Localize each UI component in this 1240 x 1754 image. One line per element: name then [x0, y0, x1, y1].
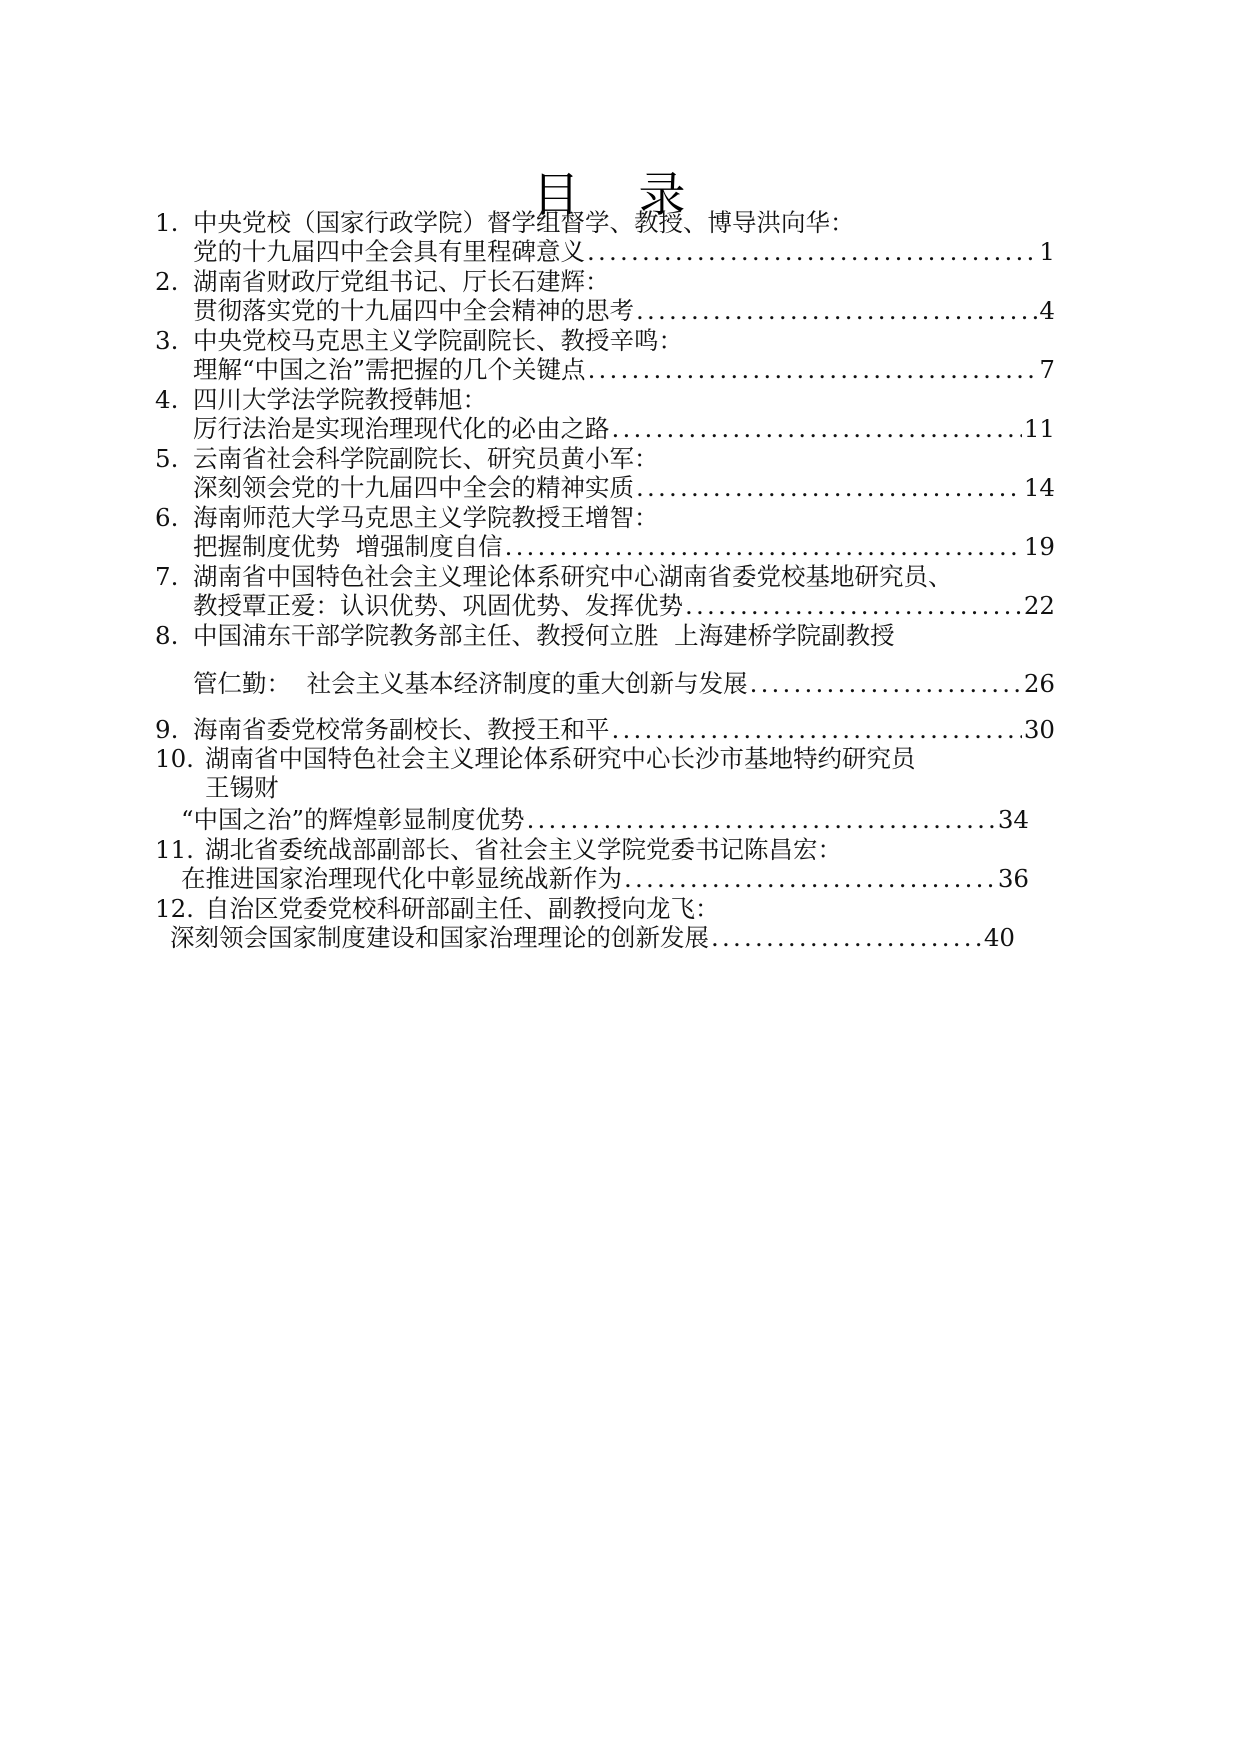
toc-entry-title: 深刻领会党的十九届四中全会的精神实质 [193, 473, 634, 502]
toc-entry-3-heading [155, 326, 683, 356]
toc-entry-author: 海南师范大学马克思主义学院教授王增智： [193, 503, 659, 532]
toc-entry-8-heading [155, 621, 895, 651]
toc-page-number: 34 [997, 805, 1029, 834]
toc-entry-number: 5. [155, 444, 179, 473]
toc-entry-author: 自治区党委党校科研部副主任、副教授向龙飞： [205, 894, 720, 923]
toc-entry-1-heading [155, 208, 855, 238]
toc-entry-title: 厉行法治是实现治理现代化的必由之路 [193, 414, 610, 443]
toc-entry-title: 管仁勤： 社会主义基本经济制度的重大创新与发展 [193, 669, 748, 698]
toc-entry-3-title-row[interactable] [193, 355, 1055, 385]
toc-entry-2-title-row[interactable] [193, 296, 1055, 326]
dot-leader [525, 805, 996, 835]
toc-entry-author: 中央党校马克思主义学院副院长、教授辛鸣： [193, 326, 683, 355]
toc-entry-9-row[interactable] [155, 715, 1055, 745]
toc-entry-number: 8. [155, 621, 179, 650]
toc-entry-11-title-row[interactable] [181, 864, 1029, 894]
toc-entry-title: 在推进国家治理现代化中彰显统战新作为 [181, 864, 622, 893]
toc-entry-title: “中国之治”的辉煌彰显制度优势 [181, 805, 525, 834]
toc-entry-6-title-row[interactable] [193, 532, 1055, 562]
toc-entry-author: 湖北省委统战部副部长、省社会主义学院党委书记陈昌宏： [205, 835, 842, 864]
toc-entry-title: 把握制度优势 增强制度自信 [193, 532, 503, 561]
toc-entry-title: 教授覃正爱：认识优势、巩固优势、发挥优势 [193, 591, 683, 620]
toc-page-number: 1 [1039, 237, 1055, 266]
toc-entry-1-title-row[interactable] [193, 237, 1055, 267]
toc-entry-4-title-row[interactable] [193, 414, 1055, 444]
toc-entry-5-heading [155, 444, 659, 474]
toc-entry-author-name: 王锡财 [205, 773, 279, 802]
dot-leader [622, 864, 996, 894]
toc-entry-number: 4. [155, 385, 179, 414]
toc-page-number: 7 [1039, 355, 1055, 384]
toc-entry-number: 6. [155, 503, 179, 532]
toc-entry-number: 7. [155, 562, 179, 591]
toc-entry-number: 1. [155, 208, 179, 237]
toc-entry-number: 11. [155, 835, 194, 864]
toc-entry-7-heading [155, 562, 953, 592]
dot-leader [634, 296, 1037, 326]
toc-page-number: 11 [1023, 414, 1055, 443]
toc-entry-author: 湖南省财政厅党组书记、厅长石建辉： [193, 267, 610, 296]
toc-entry-2-heading [155, 267, 610, 297]
toc-entry-author: 四川大学法学院教授韩旭： [193, 385, 487, 414]
toc-entry-12-heading [155, 894, 720, 924]
dot-leader [503, 532, 1022, 562]
dot-leader [709, 923, 982, 953]
toc-page-number: 19 [1023, 532, 1055, 561]
dot-leader [748, 669, 1022, 699]
toc-entry-number: 10. [155, 744, 194, 773]
toc-page-number: 4 [1039, 296, 1055, 325]
page-title: 目 录 [532, 168, 708, 223]
toc-entry-author: 湖南省中国特色社会主义理论体系研究中心长沙市基地特约研究员 [205, 744, 916, 773]
toc-page-number: 40 [983, 923, 1015, 952]
toc-entry-5-title-row[interactable] [193, 473, 1055, 503]
toc-entry-11-heading [155, 835, 842, 865]
dot-leader [610, 715, 1022, 745]
toc-entry-author: 湖南省中国特色社会主义理论体系研究中心湖南省委党校基地研究员、 [193, 562, 953, 591]
toc-entry-author: 中央党校（国家行政学院）督学组督学、教授、博导洪向华： [193, 208, 855, 237]
dot-leader [683, 591, 1022, 621]
toc-entry-title: 理解“中国之治”需把握的几个关键点 [193, 355, 586, 384]
toc-entry-8-title-row[interactable] [193, 669, 1055, 699]
toc-entry-author: 中国浦东干部学院教务部主任、教授何立胜 上海建桥学院副教授 [193, 621, 895, 650]
toc-entry-number: 2. [155, 267, 179, 296]
toc-entry-title: 深刻领会国家制度建设和国家治理理论的创新发展 [170, 923, 709, 952]
toc-entry-12-title-row[interactable] [170, 923, 1015, 953]
toc-entry-4-heading [155, 385, 487, 415]
toc-page-number: 26 [1023, 669, 1055, 698]
toc-entry-10-title-row[interactable] [181, 805, 1029, 835]
toc-entry-title: 党的十九届四中全会具有里程碑意义 [193, 237, 585, 266]
toc-page-number: 14 [1023, 473, 1055, 502]
toc-entry-author: 云南省社会科学院副院长、研究员黄小军： [193, 444, 659, 473]
toc-page-number: 36 [997, 864, 1029, 893]
toc-entry-10-heading-cont [205, 773, 279, 803]
toc-entry-7-title-row[interactable] [193, 591, 1055, 621]
toc-page-number: 30 [1023, 715, 1055, 744]
dot-leader [610, 414, 1022, 444]
toc-entry-number: 9. [155, 715, 179, 744]
dot-leader [586, 355, 1038, 385]
dot-leader [585, 237, 1037, 267]
toc-page-number: 22 [1023, 591, 1055, 620]
toc-entry-number: 3. [155, 326, 179, 355]
toc-entry-6-heading [155, 503, 659, 533]
dot-leader [634, 473, 1022, 503]
toc-entry-number: 12. [155, 894, 194, 923]
toc-entry-title: 贯彻落实党的十九届四中全会精神的思考 [193, 296, 634, 325]
toc-entry-author: 海南省委党校常务副校长、教授王和平 [193, 715, 610, 744]
toc-entry-10-heading [155, 744, 916, 774]
